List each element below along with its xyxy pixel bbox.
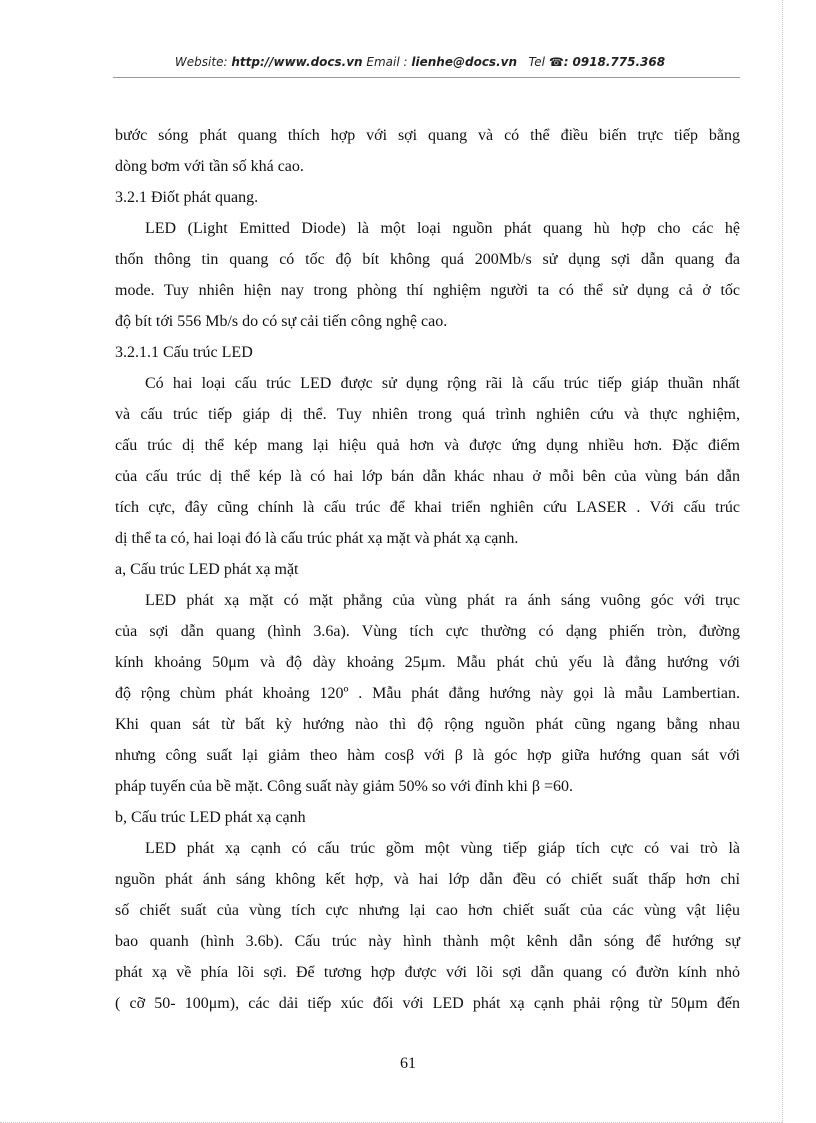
body-line: bước sóng phát quang thích hợp với sợi quang và có thể điều biến trực tiếp bằng [115, 127, 740, 144]
body-line: mode. Tuy nhiên hiện nay trong phòng thí nghiệm người ta có thể sử dụng cả ở tốc [115, 282, 740, 299]
page-number: 61 [400, 1055, 416, 1072]
tel-label: Tel [528, 55, 546, 69]
body-line: pháp tuyến của bề mặt. Công suất này giảm 50% so với đỉnh khi β =60. [115, 778, 573, 795]
body-line: tích cực, đây cũng chính là cấu trúc để khai triển nghiên cứu LASER . Với cấu trúc [115, 499, 740, 516]
body-line: cấu trúc dị thể kép mang lại hiệu quả hơn và được ứng dụng nhiều hơn. Đặc điểm [115, 437, 740, 454]
body-line: số chiết suất của vùng tích cực nhưng lại cao hơn chiết suất của các vùng vật liệu [115, 902, 740, 919]
body-line: ( cỡ 50- 100μm), các dải tiếp xúc đối với LED phát xạ cạnh phải rộng từ 50μm đến [115, 995, 740, 1012]
body-line: LED phát xạ mặt có mặt phẳng của vùng phát ra ánh sáng vuông góc với trục [145, 592, 740, 609]
body-line: của sợi dẫn quang (hình 3.6a). Vùng tích cực thường có dạng phiến tròn, đường [115, 623, 740, 640]
body-line: độ bít tới 556 Mb/s do có sự cải tiến công nghệ cao. [115, 313, 448, 330]
body-line: dòng bơm với tần số khá cao. [115, 158, 304, 175]
body-line: dị thể ta có, hai loại đó là cấu trúc phát xạ mặt và phát xạ cạnh. [115, 530, 519, 547]
body-line: phát xạ về phía lõi sợi. Để tương hợp được với lõi sợi dẫn quang có đườn kính nhỏ [115, 964, 740, 981]
body-line: nguồn phát ánh sáng không kết hợp, và hai lớp dẫn đều có chiết suất thấp hơn chỉ [115, 871, 740, 888]
page-header [100, 55, 740, 73]
body-line: LED (Light Emitted Diode) là một loại nguồn phát quang hù hợp cho các hệ [145, 220, 740, 237]
website-url[interactable]: http://www.docs.vn [231, 55, 363, 69]
body-line: bao quanh (hình 3.6b). Cấu trúc này hình thành một kênh dẫn sóng để hướng sự [115, 933, 740, 950]
website-label: Website: [174, 55, 228, 69]
body-line: của cấu trúc dị thể kép là có hai lớp bán dẫn khác nhau ở mỗi bên của vùng bán dẫn [115, 468, 740, 485]
section-heading: 3.2.1.1 Cấu trúc LED [115, 344, 253, 361]
body-line: thốn thông tin quang có tốc độ bít không quá 200Mb/s sử dụng sợi dẫn quang đa [115, 251, 740, 268]
section-heading: b, Cấu trúc LED phát xạ cạnh [115, 809, 306, 826]
page-edge-right [782, 0, 783, 1123]
tel-value: 0918.775.368 [572, 55, 666, 69]
document-body [115, 120, 740, 1019]
body-line: kính khoảng 50μm và độ dày khoảng 25μm. Mẫu phát chủ yếu là đẳng hướng với [115, 654, 740, 671]
phone-icon: ☎: [548, 55, 569, 69]
header-divider [113, 77, 740, 78]
body-line: và cấu trúc tiếp giáp dị thể. Tuy nhiên trong quá trình nghiên cứu và thực nghiệm, [115, 406, 740, 423]
body-line: Khi quan sát từ bất kỳ hướng nào thì độ rộng nguồn phát cũng ngang bằng nhau [115, 716, 740, 733]
body-line: nhưng công suất lại giảm theo hàm cosβ với β là góc hợp giữa hướng quan sát với [115, 747, 740, 764]
email-label: Email : [366, 55, 408, 69]
body-line: độ rộng chùm phát khoảng 120º . Mẫu phát đẳng hướng này gọi là mẫu Lambertian. [115, 685, 740, 702]
section-heading: 3.2.1 Điốt phát quang. [115, 189, 259, 206]
body-line: LED phát xạ cạnh có cấu trúc gồm một vùng tiếp giáp tích cực có vai trò là [145, 840, 740, 857]
section-heading: a, Cấu trúc LED phát xạ mặt [115, 561, 299, 578]
email-value[interactable]: lienhe@docs.vn [411, 55, 517, 69]
body-line: Có hai loại cấu trúc LED được sử dụng rộng rãi là cấu trúc tiếp giáp thuần nhất [145, 375, 740, 392]
